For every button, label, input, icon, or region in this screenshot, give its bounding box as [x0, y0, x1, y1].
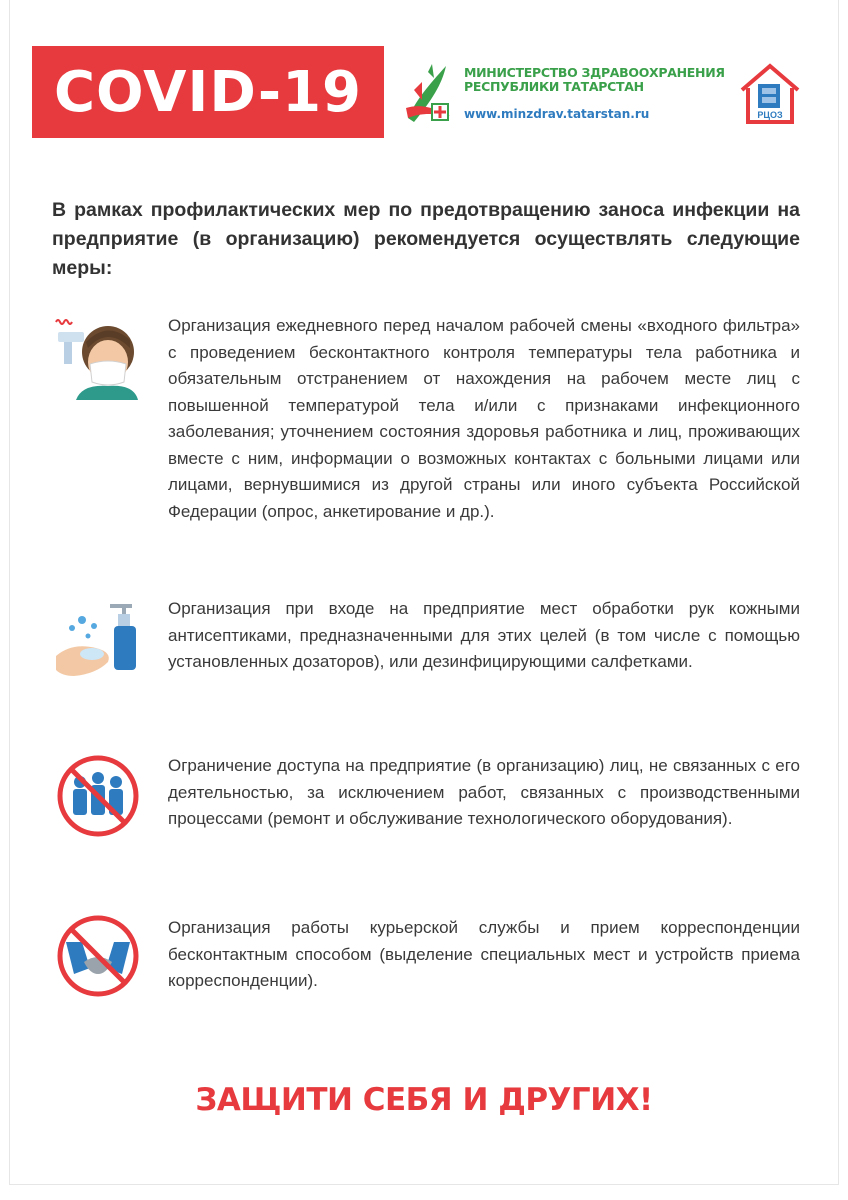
hand-sanitizer-icon	[52, 596, 140, 684]
health-center-logo-icon	[736, 60, 804, 126]
ministry-url-link[interactable]: www.minzdrav.tatarstan.ru	[464, 107, 650, 121]
document-page	[9, 0, 839, 1185]
health-center-logo-text: РЦОЗ	[757, 110, 783, 120]
measure-item-4-text: Организация работы курьерской службы и прием корреспонденции бесконтактным способом (выделение специальных мест и устройств приема корреспонденции).	[168, 918, 800, 990]
measure-item-2-text: Организация при входе на предприятие мест обработки рук кожными антисептиками, предназначенными для этих целей (в том числе с помощью установленных дозаторов), или дезинфицирующими салфетками.	[168, 599, 800, 671]
ministry-name-line1: МИНИСТЕРСТВО ЗДРАВООХРАНЕНИЯ	[464, 65, 725, 80]
temperature-check-icon	[52, 312, 140, 400]
no-crowd-icon	[54, 752, 142, 840]
measure-item-1-text: Организация ежедневного перед началом рабочей смены «входного фильтра» с проведением бесконтактного контроля температуры тела работника и обязательным отстранением от нахождения на рабочем месте лиц с повышенной температурой тела и/или с признаками инфекционного заболевания; уточнением состояния здоровья работника и лиц, проживающих вместе с ним, информации о возможных контактах с больными лицами или лицами, вернувшимися из другой страны или иного субъекта Российской Федерации (опрос, анкетирование и др.).	[168, 316, 800, 521]
footer-slogan: ЗАЩИТИ СЕБЯ И ДРУГИХ!	[195, 1082, 653, 1118]
measure-item-3-text: Ограничение доступа на предприятие (в организацию) лиц, не связанных с его деятельностью, за исключением работ, связанных с производственными процессами (ремонт и обслуживание технологического оборудования).	[168, 756, 800, 828]
ministry-logo-icon	[402, 60, 456, 126]
intro-paragraph: В рамках профилактических мер по предотвращению заноса инфекции на предприятие (в организацию) рекомендуется осуществлять следующие меры:	[52, 199, 800, 279]
no-handshake-icon	[54, 912, 142, 1000]
covid-badge: COVID-19	[32, 46, 384, 138]
ministry-name-line2: РЕСПУБЛИКИ ТАТАРСТАН	[464, 79, 644, 94]
ministry-name	[464, 66, 734, 94]
